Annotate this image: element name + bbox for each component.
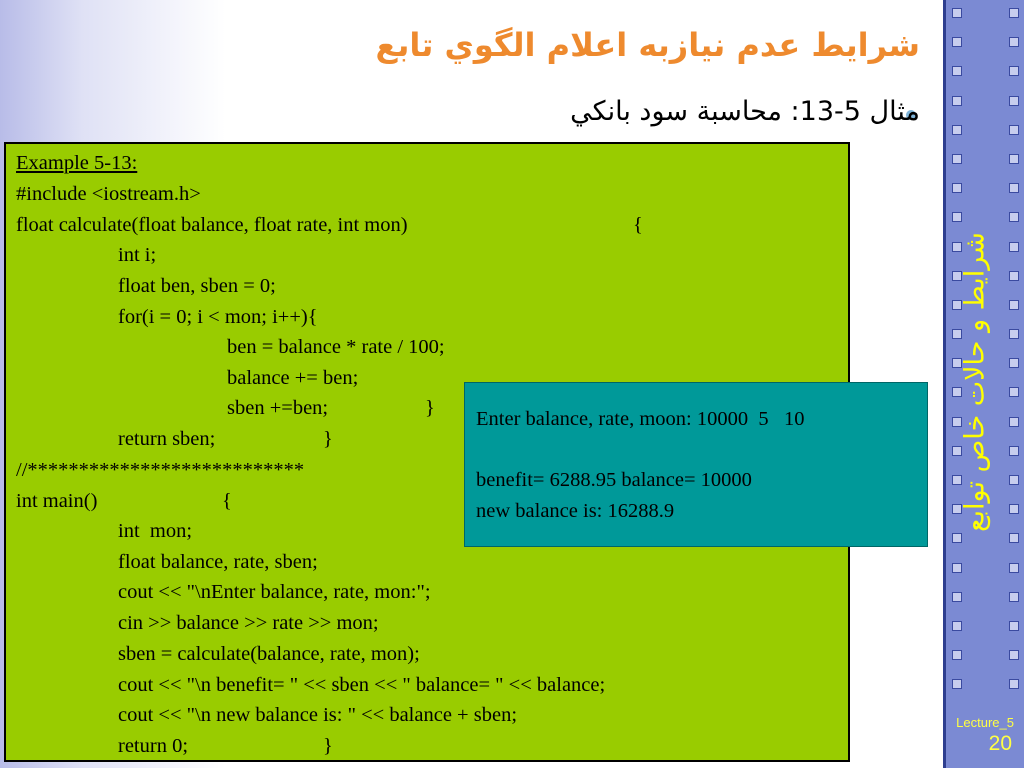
sidebar-square	[952, 125, 962, 135]
code-line: sben = calculate(balance, rate, mon);	[118, 643, 420, 665]
sidebar-square	[1009, 475, 1019, 485]
code-line: }	[323, 735, 333, 757]
code-line: #include <iostream.h>	[16, 183, 201, 205]
sidebar-square	[952, 66, 962, 76]
sidebar-square	[952, 533, 962, 543]
sidebar-square	[1009, 650, 1019, 660]
code-line: int i;	[118, 244, 157, 266]
page-number: 20	[988, 732, 1012, 755]
sidebar-square	[1009, 125, 1019, 135]
slide-title: شرايط عدم نيازبه اعلام الگوي تابع	[375, 26, 920, 64]
code-line: cout << "\n new balance is: " << balance + sben;	[118, 704, 518, 726]
code-line: int mon;	[118, 520, 193, 542]
code-line: return 0;	[118, 735, 189, 757]
sidebar-square	[1009, 242, 1019, 252]
sidebar-square	[1009, 154, 1019, 164]
side-title: شرايط و حالات خاص توابع	[959, 232, 991, 532]
sidebar-square	[1009, 563, 1019, 573]
code-line: cout << "\n benefit= " << sben << " balance= " << balance;	[118, 674, 606, 696]
sidebar-square	[1009, 533, 1019, 543]
sidebar-square	[952, 650, 962, 660]
sidebar-square	[1009, 96, 1019, 106]
code-line: }	[323, 428, 333, 450]
sidebar-square	[952, 96, 962, 106]
sidebar-square	[1009, 329, 1019, 339]
output-line: benefit= 6288.95 balance= 10000	[476, 469, 752, 491]
code-line: cout << "\nEnter balance, rate, mon:";	[118, 581, 431, 603]
sidebar-square	[952, 679, 962, 689]
sidebar-square	[1009, 66, 1019, 76]
sidebar-square	[1009, 212, 1019, 222]
code-line: cin >> balance >> rate >> mon;	[118, 612, 379, 634]
code-line: float calculate(float balance, float rate, int mon)	[16, 214, 408, 236]
code-line: ben = balance * rate / 100;	[227, 336, 445, 358]
sidebar-square	[952, 212, 962, 222]
sidebar-square	[952, 154, 962, 164]
sidebar-square	[1009, 300, 1019, 310]
sidebar-square	[952, 621, 962, 631]
sidebar-square	[952, 37, 962, 47]
sidebar-squares-right	[1009, 8, 1019, 709]
code-line: {	[222, 490, 232, 512]
footer-lecture: Lecture_5	[956, 715, 1014, 730]
sidebar-square	[1009, 417, 1019, 427]
code-line: return sben;	[118, 428, 216, 450]
sidebar-border	[943, 0, 946, 768]
code-line: {	[633, 214, 643, 236]
sidebar-square	[1009, 679, 1019, 689]
output-line: new balance is: 16288.9	[476, 500, 675, 522]
sidebar-square	[1009, 183, 1019, 193]
code-line: }	[425, 397, 435, 419]
sidebar-square	[1009, 592, 1019, 602]
code-line: float balance, rate, sben;	[118, 551, 318, 573]
sidebar-square	[952, 183, 962, 193]
code-line: float ben, sben = 0;	[118, 275, 276, 297]
sidebar-square	[1009, 37, 1019, 47]
code-line: for(i = 0; i < mon; i++){	[118, 306, 318, 328]
sidebar-square	[1009, 387, 1019, 397]
sidebar-square	[952, 8, 962, 18]
bullet-text: مثال 5-13: محاسبة سود بانكي	[570, 96, 920, 127]
sidebar-square	[1009, 504, 1019, 514]
output-box	[464, 382, 928, 547]
sidebar-square	[1009, 8, 1019, 18]
code-line: int main()	[16, 490, 98, 512]
sidebar-square	[1009, 358, 1019, 368]
sidebar-square	[1009, 621, 1019, 631]
code-line: balance += ben;	[227, 367, 359, 389]
code-line: //***************************	[16, 459, 305, 481]
output-line: Enter balance, rate, moon: 10000 5 10	[476, 408, 805, 430]
sidebar-square	[1009, 446, 1019, 456]
code-line: sben +=ben;	[227, 397, 329, 419]
sidebar-square	[952, 592, 962, 602]
sidebar-square	[952, 563, 962, 573]
sidebar-square	[1009, 271, 1019, 281]
code-line: Example 5-13:	[16, 152, 138, 174]
